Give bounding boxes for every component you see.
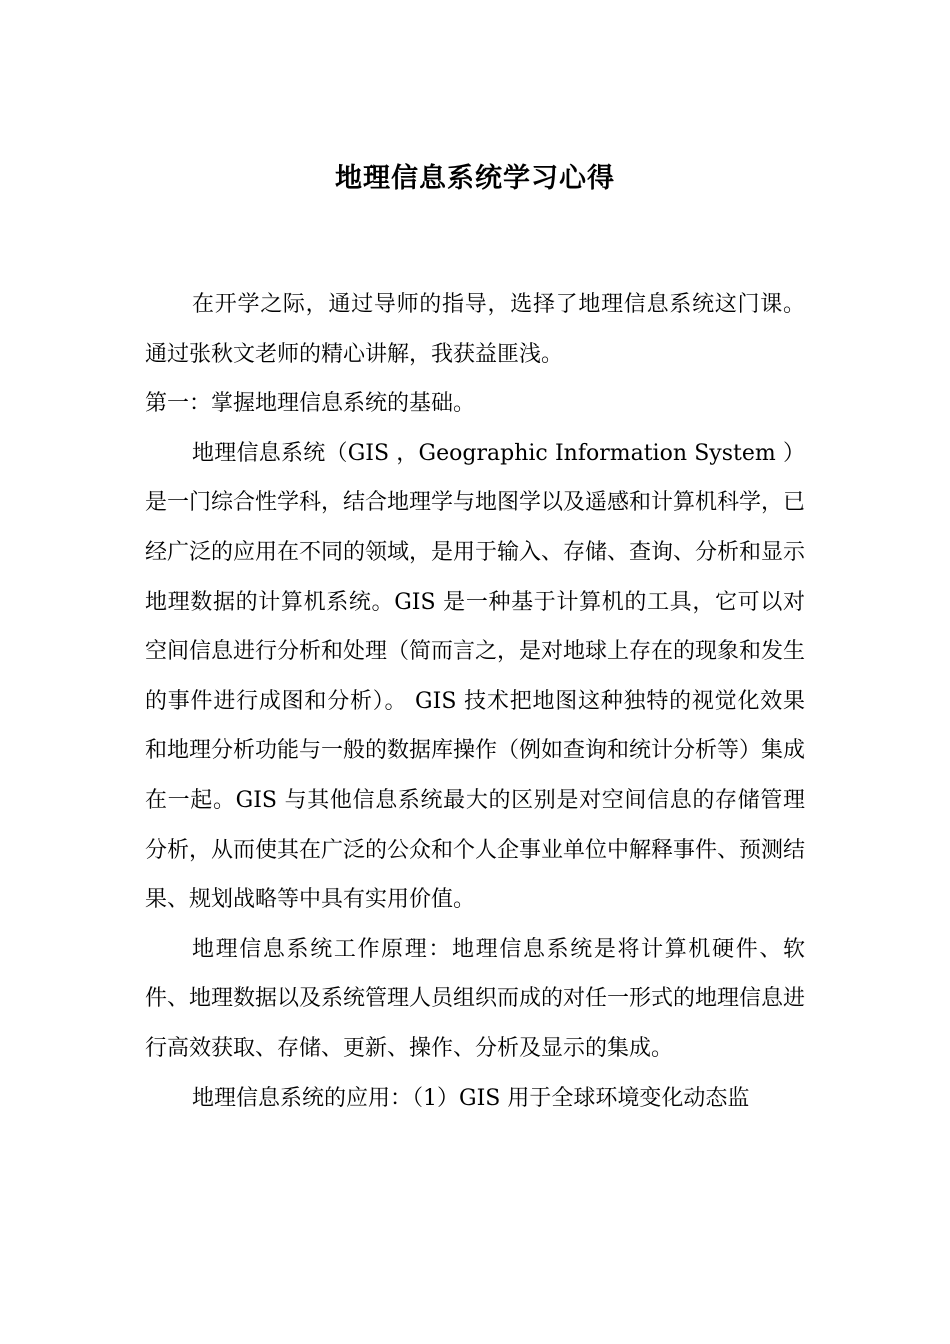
paragraph-gis-principle: 地理信息系统工作原理：地理信息系统是将计算机硬件、软件、地理数据以及系统管理人员组织而成的对任一形式的地理信息进行高效获取、存储、更新、操作、分析及显示的集成。 bbox=[145, 936, 806, 1061]
document-body bbox=[145, 280, 805, 1123]
paragraph-gis-application: 地理信息系统的应用：（1）GIS 用于全球环境变化动态监 bbox=[192, 1085, 750, 1111]
paragraph-gis-definition: 地理信息系统（GIS ，Geographic Information System ）是一门综合性学科，结合地理学与地图学以及遥感和计算机科学，已经广泛的应用在不同的领域，是用于输入、存储、查询、分析和显示地理数据的计算机系统。GIS 是一种基于计算机的工具，它可以对空间信息进行分析和处理（简而言之，是对地球上存在的现象和发生的事件进行成图和分析）。 GIS 技术把地图这种独特的视觉化效果和地理分析功能与一般的数据库操作（例如查询和统计分析等）集成在一起。GIS 与其他信息系统最大的区别是对空间信息的存储管理分析，从而使其在广泛的公众和个人企事业单位中解释事件、预测结果、规划战略等中具有实用价值。 bbox=[145, 440, 806, 913]
section-heading-first: 第一：掌握地理信息系统的基础。 bbox=[145, 391, 476, 417]
paragraph-intro: 在开学之际，通过导师的指导，选择了地理信息系统这门课。通过张秋文老师的精心讲解，我获益匪浅。 bbox=[145, 292, 805, 367]
document-title: 地理信息系统学习心得 bbox=[335, 163, 615, 194]
